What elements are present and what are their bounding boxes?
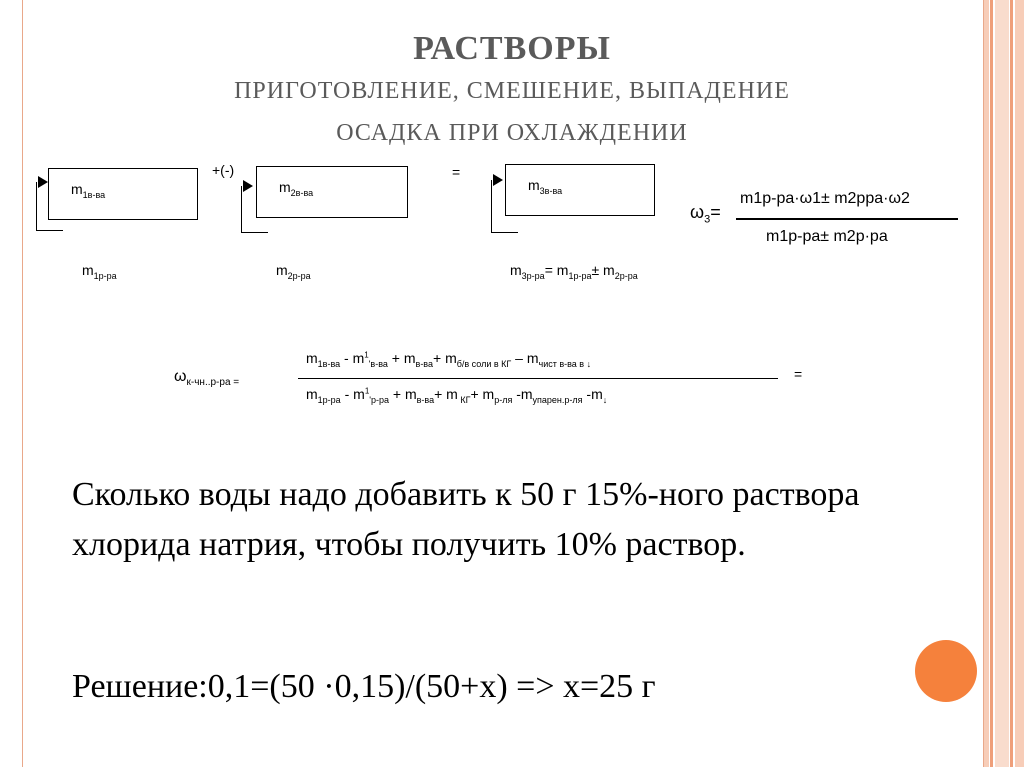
omega-k-lhs: $\omega_{к-чн..р-ра =}$	[174, 368, 240, 389]
omega-k-denominator-term: + m	[434, 386, 458, 402]
omega3-lhs: $\omega_3=$	[690, 202, 721, 226]
solution-box-2: $m_{2в-ва}$	[256, 166, 408, 218]
omega-k-denominator-term-sub: 1р-ра	[317, 394, 341, 405]
slide-title: РАСТВОРЫ	[413, 30, 611, 67]
omega-k-denominator-term: + m	[470, 386, 495, 402]
omega-k-numerator-term: – m	[511, 350, 539, 366]
omega-k-numerator-term-sub: б/в соли в КГ	[456, 358, 512, 369]
omega-k-denominator-term: m	[306, 386, 318, 402]
omega-k-denominator-term: - m	[340, 386, 365, 402]
slide-frame	[22, 0, 984, 767]
solution-box-3: $m_{3в-ва}$	[505, 164, 655, 216]
omega-k-numerator-term: m	[306, 350, 318, 366]
omega-k-numerator-term-sub: чист в-ва в ↓	[538, 358, 592, 369]
slide-subtitle-line2: ОСАДКА ПРИ ОХЛАЖДЕНИИ	[336, 120, 688, 146]
omega-k-denominator-term-sub: ↓	[602, 394, 608, 405]
omega-k-denominator-term-sub: КГ	[457, 394, 471, 405]
problem-question: Сколько воды надо добавить к 50 г 15%-ного раствора хлорида натрия, чтобы получить 10% раствор.	[72, 476, 860, 563]
equals-operator: =	[452, 164, 461, 180]
omega-k-denominator-term-sub: р-ля	[494, 394, 513, 405]
arrow-right-icon	[243, 180, 253, 192]
omega-k-numerator-term-sub: 1в-ва	[317, 358, 341, 369]
slide-subtitle-line1: ПРИГОТОВЛЕНИЕ, СМЕШЕНИЕ, ВЫПАДЕНИЕ	[234, 78, 790, 104]
omega-k-denominator-term-sub: упарен.р-ля	[532, 394, 583, 405]
omega-k-numerator-term: - m	[340, 350, 365, 366]
omega-k-numerator-term-sub: в-ва	[415, 358, 433, 369]
problem-solution: Решение:0,1=(50 ·0,15)/(50+x) => x=25 г	[72, 668, 656, 705]
plus-minus-operator: +(-)	[212, 162, 235, 178]
omega-k-numerator-term: + m	[387, 350, 416, 366]
omega-k-denominator	[306, 386, 607, 405]
omega-k-numerator-term: + m	[433, 350, 457, 366]
decorative-circle	[915, 640, 977, 702]
solution-mass-label-2: $m_{2р-ра}$	[276, 262, 311, 281]
omega-k-denominator-term: -m	[582, 386, 603, 402]
omega-k-numerator	[306, 350, 591, 369]
omega3-fraction-bar	[736, 218, 958, 220]
omega-k-fraction-bar	[298, 378, 778, 379]
omega-k-numerator-term-sub: 'в-ва	[368, 358, 388, 369]
solution-box-1: $m_{1в-ва}$	[48, 168, 198, 220]
omega3-denominator: m1р-ра± m2р·ра	[766, 228, 888, 245]
arrow-right-icon	[38, 176, 48, 188]
arrow-right-icon	[493, 174, 503, 186]
omega-k-denominator-term: + m	[389, 386, 417, 402]
omega3-numerator: m1р-ра·ω1± m2рра·ω2	[740, 190, 910, 207]
solution-mass-label-1: $m_{1р-ра}$	[82, 262, 117, 281]
omega-k-rhs-equals: =	[794, 366, 803, 382]
decorative-stripes	[984, 0, 1024, 767]
omega-k-denominator-term-sup: 1	[364, 386, 370, 396]
solution-mass-label-3: $m_{3р-ра}= m_{1р-ра}\pm m_{2р-ра}$	[510, 262, 638, 281]
omega-k-numerator-term-sup: 1	[364, 350, 369, 360]
omega-k-denominator-term: -m	[512, 386, 533, 402]
omega-k-denominator-term-sub: 'р-ра	[369, 394, 389, 405]
omega-k-denominator-term-sub: в-ва	[416, 394, 435, 405]
